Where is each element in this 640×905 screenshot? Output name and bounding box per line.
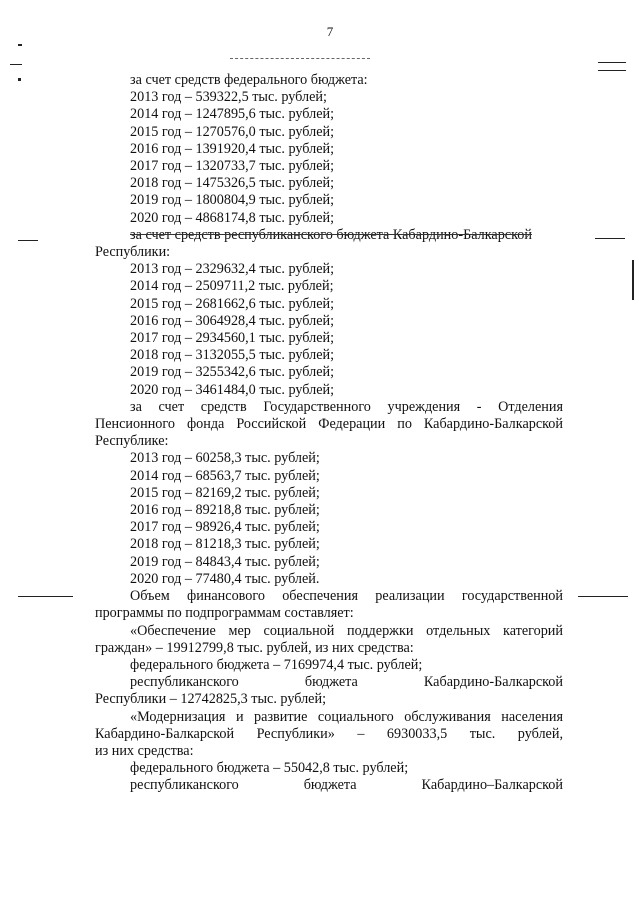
scan-mark — [632, 260, 634, 300]
pension-heading: за счет средств Государственного учреждения - Отделения — [130, 398, 563, 415]
scan-mark — [595, 238, 625, 239]
list-item: 2015 год – 1270576,0 тыс. рублей; — [130, 123, 335, 140]
scan-mark — [10, 64, 22, 65]
subprograms-intro: Объем финансового обеспечения реализации государственной — [130, 588, 563, 605]
subprogram-2-federal: федерального бюджета – 55042,8 тыс. рублей; — [130, 760, 409, 777]
list-item: 2020 год – 4868174,8 тыс. рублей; — [130, 209, 335, 226]
scan-dotted-line — [230, 58, 370, 59]
subprogram-1-republican: республиканского бюджета Кабардино-Балкарской — [130, 674, 563, 691]
scan-mark — [18, 78, 21, 81]
list-item: 2020 год – 77480,4 тыс. рублей. — [130, 570, 320, 587]
list-item: 2014 год – 1247895,6 тыс. рублей; — [130, 106, 335, 123]
list-item: 2018 год – 1475326,5 тыс. рублей; — [130, 175, 335, 192]
federal-year-list — [95, 89, 563, 227]
list-item: 2018 год – 81218,3 тыс. рублей; — [130, 536, 320, 553]
federal-heading: за счет средств федерального бюджета: — [130, 72, 368, 88]
scan-mark — [18, 240, 38, 241]
scan-mark — [598, 70, 626, 71]
pension-heading-cont: Пенсионного фонда Российской Федерации по Кабардино-Балкарской — [95, 416, 563, 433]
scan-mark — [18, 44, 22, 46]
list-item: 2019 год – 1800804,9 тыс. рублей; — [130, 192, 335, 209]
scan-mark — [18, 596, 73, 597]
list-item: 2018 год – 3132055,5 тыс. рублей; — [130, 347, 335, 364]
scan-mark — [578, 596, 628, 597]
list-item: 2017 год – 1320733,7 тыс. рублей; — [130, 158, 335, 175]
list-item: 2015 год – 2681662,6 тыс. рублей; — [130, 295, 335, 312]
scan-mark — [598, 62, 626, 63]
list-item: 2019 год – 84843,4 тыс. рублей; — [130, 553, 320, 570]
subprogram-2-sources: из них средства: — [95, 742, 194, 759]
subprogram-2-total: Кабардино-Балкарской Республики» – 6930033,5 тыс. рублей, — [95, 725, 563, 742]
list-item: 2014 год – 68563,7 тыс. рублей; — [130, 467, 320, 484]
subprogram-1-total: граждан» – 19912799,8 тыс. рублей, из них средства: — [95, 639, 414, 656]
list-item: 2016 год – 3064928,4 тыс. рублей; — [130, 312, 335, 329]
list-item: 2017 год – 98926,4 тыс. рублей; — [130, 519, 320, 536]
list-item: 2013 год – 60258,3 тыс. рублей; — [130, 450, 320, 467]
subprograms-intro-cont: программы по подпрограммам составляет: — [95, 605, 354, 622]
list-item: 2019 год – 3255342,6 тыс. рублей; — [130, 364, 335, 381]
list-item: 2015 год – 82169,2 тыс. рублей; — [130, 484, 320, 501]
document-body — [95, 72, 563, 795]
list-item: 2020 год – 3461484,0 тыс. рублей; — [130, 381, 335, 398]
list-item: 2017 год – 2934560,1 тыс. рублей; — [130, 330, 335, 347]
subprogram-1-title: «Обеспечение мер социальной поддержки отдельных категорий — [130, 622, 563, 639]
list-item: 2013 год – 2329632,4 тыс. рублей; — [130, 261, 335, 278]
pension-heading-end: Республике: — [95, 433, 169, 450]
subprogram-2-title: «Модернизация и развитие социального обслуживания населения — [130, 708, 563, 725]
list-item: 2014 год – 2509711,2 тыс. рублей; — [130, 278, 334, 295]
pension-year-list — [95, 450, 563, 588]
list-item: 2016 год – 1391920,4 тыс. рублей; — [130, 140, 335, 157]
list-item: 2013 год – 539322,5 тыс. рублей; — [130, 89, 327, 106]
subprogram-1-federal: федерального бюджета – 7169974,4 тыс. рублей; — [130, 656, 423, 673]
list-item: 2016 год – 89218,8 тыс. рублей; — [130, 502, 320, 519]
republican-heading-cont: Республики: — [95, 244, 171, 261]
republican-year-list — [95, 261, 563, 399]
republican-heading: за счет средств республиканского бюджета Кабардино-Балкарской — [130, 226, 532, 243]
subprogram-1-republican-cont: Республики – 12742825,3 тыс. рублей; — [95, 691, 327, 708]
subprogram-2-republican: республиканского бюджета Кабардино–Балкарской — [130, 777, 563, 794]
page-number: 7 — [326, 24, 334, 39]
